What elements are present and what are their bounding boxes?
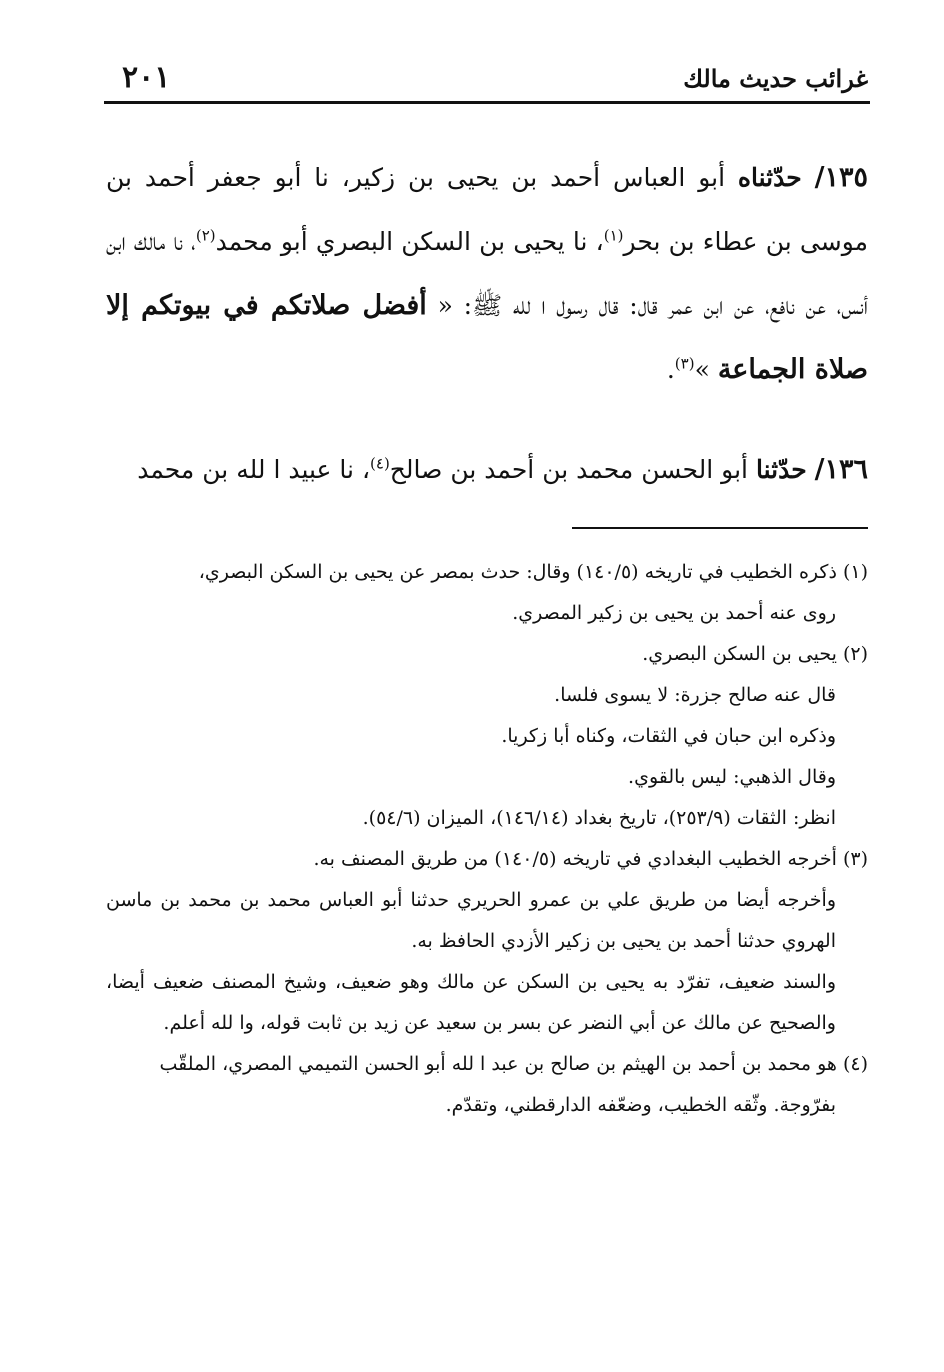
footnotes: [106, 552, 868, 1126]
tahdith-word: حدّثناه: [737, 163, 802, 192]
running-header: [106, 58, 868, 102]
footnote-2: (٢) يحيى بن السكن البصري.: [642, 643, 868, 665]
hadith-matn: أفضل صلاتكم في بيوتكم إلا صلاة الجماعة: [106, 290, 868, 385]
footnote-divider: [572, 527, 868, 529]
footnote-ref: (١): [603, 226, 624, 245]
footnote-4: (٤) هو محمد بن أحمد بن الهيثم بن صالح بن عبد ا لله أبو الحسن التميمي المصري، الملقّب: [159, 1053, 868, 1075]
hadith-135-text: [106, 146, 868, 402]
isnad-text: ، نا عبيد ا لله بن محمد: [137, 455, 371, 484]
footnote-ref: (٤): [370, 454, 390, 473]
page-number: ٢٠١: [122, 60, 171, 95]
hadith-135: [106, 146, 868, 402]
header-divider: [104, 101, 870, 104]
closing-quote: »: [694, 355, 710, 384]
footnote-3-line: والسند ضعيف، تفرّد به يحيى بن السكن عن مالك وهو ضعيف، وشيخ المصنف ضعيف أيضا، والصحيح عن مالك عن أبي النضر عن بسر بن سعيد عن زيد بن ثابت قوله، وا لله أعلم.: [106, 971, 836, 1034]
footnote-2-line: وقال الذهبي: ليس بالقوي.: [628, 766, 836, 788]
tahdith-word: حدّثنا: [755, 455, 807, 484]
book-title: غرائب حديث مالك: [683, 64, 868, 93]
hadith-136-text: [106, 438, 868, 502]
footnote-1: (١) ذكره الخطيب في تاريخه (١٤٠/٥) وقال: حدث بمصر عن يحيى بن السكن البصري،: [198, 561, 868, 583]
hadith-136: [106, 438, 868, 502]
footnote-2-line: قال عنه صالح جزرة: لا يسوى فلسا.: [554, 684, 836, 706]
footnote-4-cont: بفرّوجة. وثّقه الخطيب، وضعّفه الدارقطني، وتقدّم.: [445, 1094, 836, 1116]
isnad-text: ، نا يحيى بن السكن البصري أبو محمد: [215, 227, 604, 256]
sentence-end: .: [666, 355, 675, 384]
isnad-text: أبو الحسن محمد بن أحمد بن صالح: [389, 455, 748, 484]
footnote-2-line: وذكره ابن حبان في الثقات، وكناه أبا زكريا.: [501, 725, 836, 747]
hadith-number: ١٣٥/: [814, 162, 868, 193]
hadith-number: ١٣٦/: [814, 454, 868, 485]
footnote-1-cont: روى عنه أحمد بن يحيى بن زكير المصري.: [512, 602, 836, 624]
isnad-text: ، نا مالك ابن أنس، عن نافع، عن ابن عمر قال: قال رسول ا لله ﷺ: «: [106, 227, 868, 320]
isnad-text: أبو العباس أحمد بن يحيى بن زكير، نا أبو جعفر أحمد بن موسى بن عطاء بن بحر: [106, 163, 869, 256]
footnote-ref: (٣): [674, 354, 695, 373]
footnote-3-line: وأخرجه أيضا من طريق علي بن عمرو الحريري حدثنا أبو العباس محمد بن محمد بن ماسن الهروي حدثنا أحمد بن يحيى بن زكير الأزدي الحافظ به.: [106, 889, 836, 952]
footnote-3: (٣) أخرجه الخطيب البغدادي في تاريخه (١٤٠/٥) من طريق المصنف به.: [313, 848, 868, 870]
footnote-2-refs: انظر: الثقات (٢٥٣/٩)، تاريخ بغداد (١٤٦/١٤)، الميزان (٥٤/٦).: [362, 807, 836, 829]
footnote-ref: (٢): [195, 226, 216, 245]
